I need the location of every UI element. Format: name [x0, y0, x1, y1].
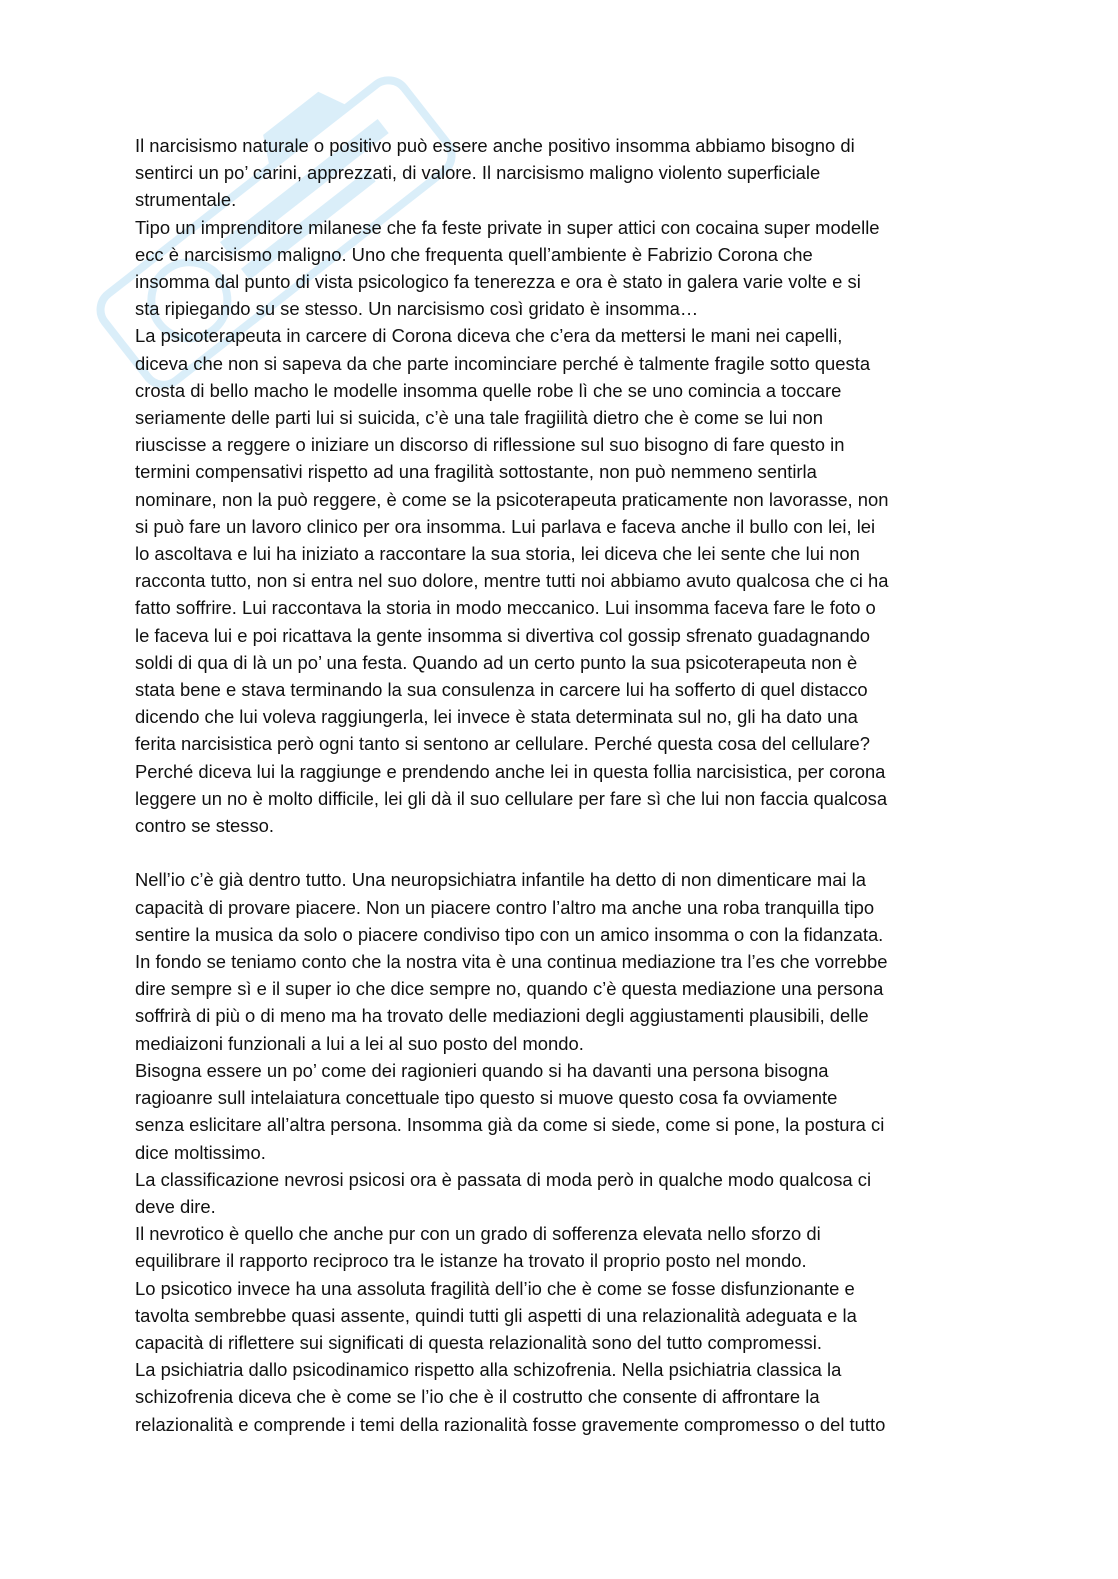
text-line: La classificazione nevrosi psicosi ora è passata di moda però in qualche modo qualcosa ci — [135, 1168, 872, 1190]
paragraph-block-1 — [135, 132, 985, 839]
text-line: deve dire. — [135, 1195, 216, 1217]
text-line: Tipo un imprenditore milanese che fa feste private in super attici con cocaina super modelle — [135, 216, 880, 238]
text-line: si può fare un lavoro clinico per ora insomma. Lui parlava e faceva anche il bullo con lei, lei — [135, 515, 876, 537]
text-line: mediaizoni funzionali a lui a lei al suo posto del mondo. — [135, 1032, 584, 1054]
text-line: ragioanre sull intelaiatura concettuale tipo questo si muove questo cosa fa ovviamente — [135, 1087, 838, 1109]
text-line: dire sempre sì e il super io che dice sempre no, quando c’è questa mediazione una persona — [135, 978, 884, 1000]
text-line: dicendo che lui voleva raggiungerla, lei invece è stata determinata sul no, gli ha dato una — [135, 706, 858, 728]
text-line: stata bene e stava terminando la sua consulenza in carcere lui ha sofferto di quel distacco — [135, 679, 868, 701]
text-line: lo ascoltava e lui ha iniziato a raccontare la sua storia, lei diceva che lei sente che lui non — [135, 543, 860, 565]
text-line: La psicoterapeuta in carcere di Corona diceva che c’era da mettersi le mani nei capelli, — [135, 325, 843, 347]
paragraph-block-2 — [135, 866, 985, 1437]
text-line: equilibrare il rapporto reciproco tra le istanze ha trovato il proprio posto nel mondo. — [135, 1250, 807, 1272]
text-line: soldi di qua di là un po’ una festa. Quando ad un certo punto la sua psicoterapeuta non è — [135, 651, 858, 673]
text-line: insomma dal punto di vista psicologico fa tenerezza e ora è stato in galera varie volte e si — [135, 271, 861, 293]
text-line: racconta tutto, non si entra nel suo dolore, mentre tutti noi abbiamo avuto qualcosa che ci ha — [135, 570, 889, 592]
text-line: seriamente delle parti lui si suicida, c’è una tale fragiilità dietro che è come se lui non — [135, 407, 823, 429]
text-line: le faceva lui e poi ricattava la gente insomma si divertiva col gossip sfrenato guadagnando — [135, 624, 871, 646]
text-line: Il nevrotico è quello che anche pur con un grado di sofferenza elevata nello sforzo di — [135, 1223, 821, 1245]
text-line: ferita narcisistica però ogni tanto si sentono ar cellulare. Perché questa cosa del cellulare? — [135, 733, 871, 755]
text-line: Lo psicotico invece ha una assoluta fragilità dell’io che è come se fosse disfunzionante e — [135, 1277, 855, 1299]
text-line: termini compensativi rispetto ad una fragilità sottostante, non può nemmeno sentirla — [135, 461, 817, 483]
text-line: ecc è narcisismo maligno. Uno che frequenta quell’ambiente è Fabrizio Corona che — [135, 243, 813, 265]
text-line: Nell’io c’è già dentro tutto. Una neuropsichiatra infantile ha detto di non dimenticare mai la — [135, 869, 866, 891]
text-line: contro se stesso. — [135, 815, 275, 837]
text-line: relazionalità e comprende i temi della razionalità fosse gravemente compromesso o del tutto — [135, 1413, 886, 1435]
text-line: sentire la musica da solo o piacere condiviso tipo con un amico insomma o con la fidanzata. — [135, 923, 884, 945]
text-line: sta ripiegando su se stesso. Un narcisismo così gridato è insomma… — [135, 298, 699, 320]
text-line: capacità di provare piacere. Non un piacere contro l’altro ma anche una roba tranquilla tipo — [135, 896, 875, 918]
text-line: dice moltissimo. — [135, 1141, 266, 1163]
text-line: schizofrenia diceva che è come se l’io che è il costrutto che consente di affrontare la — [135, 1386, 820, 1408]
text-line: soffrirà di più o di meno ma ha trovato delle mediazioni degli aggiustamenti plausibili, delle — [135, 1005, 869, 1027]
text-line: capacità di riflettere sui significati di questa relazionalità sono del tutto compromessi. — [135, 1331, 822, 1353]
text-line: sentirci un po’ carini, apprezzati, di valore. Il narcisismo maligno violento superficiale — [135, 162, 821, 184]
text-line: strumentale. — [135, 189, 237, 211]
text-line: leggere un no è molto difficile, lei gli dà il suo cellulare per fare sì che lui non faccia qualcosa — [135, 787, 888, 809]
text-line: Il narcisismo naturale o positivo può essere anche positivo insomma abbiamo bisogno di — [135, 135, 855, 156]
text-line: crosta di bello macho le modelle insomma quelle robe lì che se uno comincia a toccare — [135, 379, 842, 401]
text-line: La psichiatria dallo psicodinamico rispetto alla schizofrenia. Nella psichiatria classica la — [135, 1359, 842, 1381]
paragraph-gap — [135, 839, 985, 866]
document-body — [135, 132, 985, 1438]
text-line: senza eslicitare all’altra persona. Insomma già da come si siede, come si pone, la postura ci — [135, 1114, 885, 1136]
text-line: In fondo se teniamo conto che la nostra vita è una continua mediazione tra l’es che vorrebbe — [135, 951, 888, 973]
text-line: nominare, non la può reggere, è come se la psicoterapeuta praticamente non lavorasse, non — [135, 488, 889, 510]
text-line: Perché diceva lui la raggiunge e prendendo anche lei in questa follia narcisistica, per corona — [135, 760, 886, 782]
text-line: fatto soffrire. Lui raccontava la storia in modo meccanico. Lui insomma faceva fare le foto o — [135, 597, 876, 619]
text-line: riuscisse a reggere o iniziare un discorso di riflessione sul suo bisogno di fare questo in — [135, 434, 845, 456]
text-line: diceva che non si sapeva da che parte incominciare perché è talmente fragile sotto questa — [135, 352, 871, 374]
text-line: tavolta sembrebbe quasi assente, quindi tutti gli aspetti di una relazionalità adeguata e la — [135, 1304, 857, 1326]
text-line: Bisogna essere un po’ come dei ragionieri quando si ha davanti una persona bisogna — [135, 1059, 829, 1081]
